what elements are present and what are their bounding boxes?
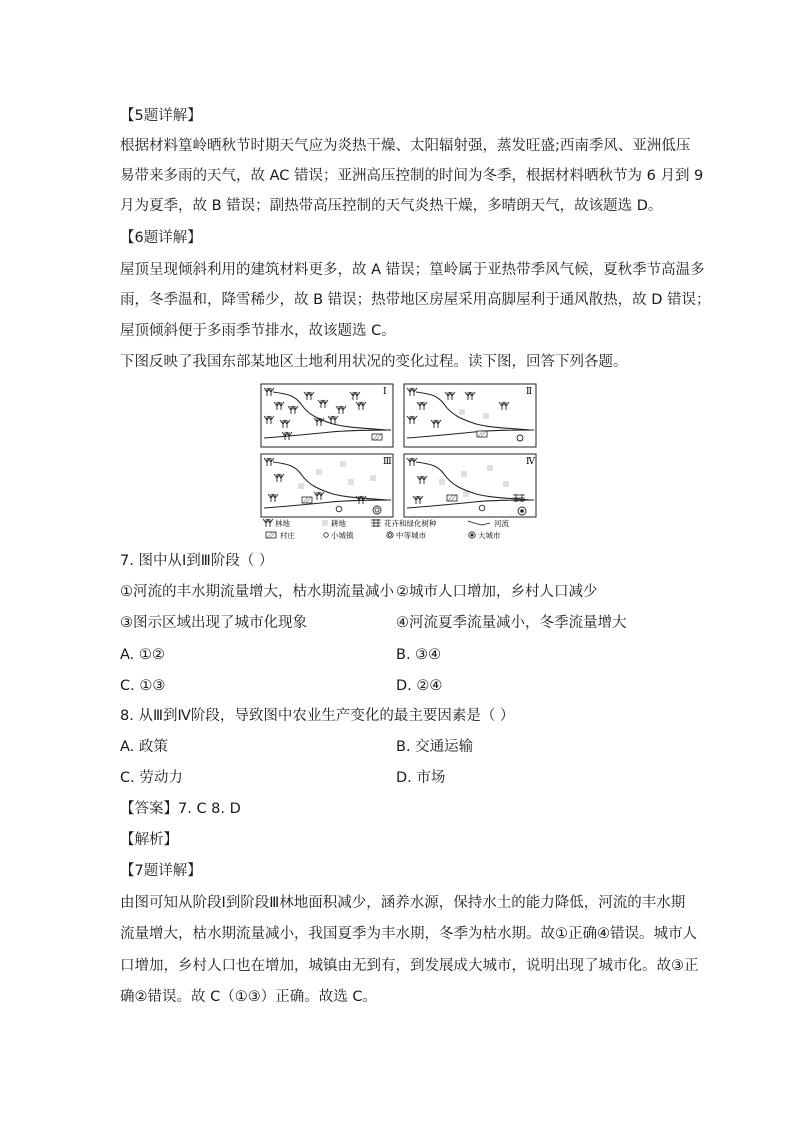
q8-option-c: C. 劳动力 bbox=[120, 770, 183, 786]
legend bbox=[263, 518, 509, 528]
section6-line-2: 雨，冬季温和，降雪稀少，故 B 错误；热带地区房屋采用高脚屋利于通风散热，故 D 错误； bbox=[120, 292, 711, 308]
q7-option-c: C. ①③ bbox=[120, 678, 166, 694]
panel-label-2: Ⅱ bbox=[526, 387, 533, 397]
q7-statement-2: ②城市人口增加，乡村人口减少 bbox=[396, 584, 598, 600]
q7-option-d: D. ②④ bbox=[396, 678, 443, 694]
land-use-figure bbox=[258, 382, 540, 542]
legend-flowers: 花卉和绿化树种 bbox=[384, 519, 437, 528]
section5-line-1: 根据材料篁岭晒秋节时期天气应为炎热干燥、太阳辐射强，蒸发旺盛;西南季风、亚洲低压 bbox=[120, 138, 691, 154]
q7-option-b: B. ③④ bbox=[396, 647, 442, 663]
section7-line-4: 确②错误。故 C（①③）正确。故选 C。 bbox=[120, 989, 377, 1005]
answer-line: 【答案】7. C 8. D bbox=[120, 801, 241, 817]
legend-forest: 林地 bbox=[275, 519, 290, 528]
section6-line-1: 屋顶呈现倾斜利用的建筑材料更多，故 A 错误；篁岭属于亚热带季风气候，夏秋季节高温多 bbox=[120, 262, 705, 278]
intro-text: 下图反映了我国东部某地区土地利用状况的变化过程。读下图，回答下列各题。 bbox=[120, 354, 628, 370]
panel-3 bbox=[261, 454, 393, 517]
panel-4 bbox=[404, 454, 536, 517]
section7-line-1: 由图可知从阶段Ⅰ到阶段Ⅲ林地面积减少，涵养水源，保持水土的能力降低，河流的丰水期 bbox=[120, 895, 686, 911]
panel-label-3: Ⅲ bbox=[383, 457, 392, 467]
legend-medium-city: 中等城市 bbox=[396, 531, 426, 540]
q8-option-a: A. 政策 bbox=[120, 739, 168, 755]
q7-statement-1: ①河流的丰水期流量增大，枯水期流量减小 bbox=[120, 584, 394, 600]
analysis-heading: 【解析】 bbox=[120, 832, 178, 848]
panel-1 bbox=[261, 384, 393, 447]
legend-village: 村庄 bbox=[280, 531, 295, 540]
q7-stem: 7. 图中从Ⅰ到Ⅲ阶段（ ） bbox=[120, 553, 274, 569]
section5-line-3: 月为夏季，故 B 错误；副热带高压控制的天气炎热干燥，多晴朗天气，故该题选 D。 bbox=[120, 198, 663, 214]
q8-option-b: B. 交通运输 bbox=[396, 739, 474, 755]
panel-label-4: Ⅳ bbox=[526, 457, 535, 467]
section7-heading: 【7题详解】 bbox=[120, 863, 202, 879]
panel-label-1: Ⅰ bbox=[383, 387, 387, 397]
q7-statement-3: ③图示区域出现了城市化现象 bbox=[120, 615, 307, 631]
legend-farmland: 耕地 bbox=[331, 519, 346, 528]
q8-option-d: D. 市场 bbox=[396, 770, 446, 786]
q7-option-a: A. ①② bbox=[120, 647, 165, 663]
q7-statement-4: ④河流夏季流量减小，冬季流量增大 bbox=[396, 615, 627, 631]
legend-river: 河流 bbox=[494, 519, 509, 528]
section5-heading: 【5题详解】 bbox=[120, 108, 202, 124]
section7-line-2: 流量增大，枯水期流量减小，我国夏季为丰水期，冬季为枯水期。故①正确④错误。城市人 bbox=[120, 926, 697, 942]
section6-heading: 【6题详解】 bbox=[120, 230, 202, 246]
section7-line-3: 口增加，乡村人口也在增加，城镇由无到有，到发展成大城市，说明出现了城市化。故③正 bbox=[120, 958, 699, 974]
land-use-maps-svg bbox=[258, 382, 540, 542]
panel-2 bbox=[404, 384, 536, 447]
legend-small-town: 小城镇 bbox=[331, 531, 354, 540]
legend-large-city: 大城市 bbox=[478, 531, 501, 540]
section5-line-2: 易带来多雨的天气，故 AC 错误；亚洲高压控制的时间为冬季，根据材料晒秋节为 6 月到 9 bbox=[120, 168, 704, 184]
q8-stem: 8. 从Ⅲ到Ⅳ阶段，导致图中农业生产变化的最主要因素是（ ） bbox=[120, 708, 515, 724]
section6-line-3: 屋顶倾斜便于多雨季节排水，故该题选 C。 bbox=[120, 323, 396, 339]
